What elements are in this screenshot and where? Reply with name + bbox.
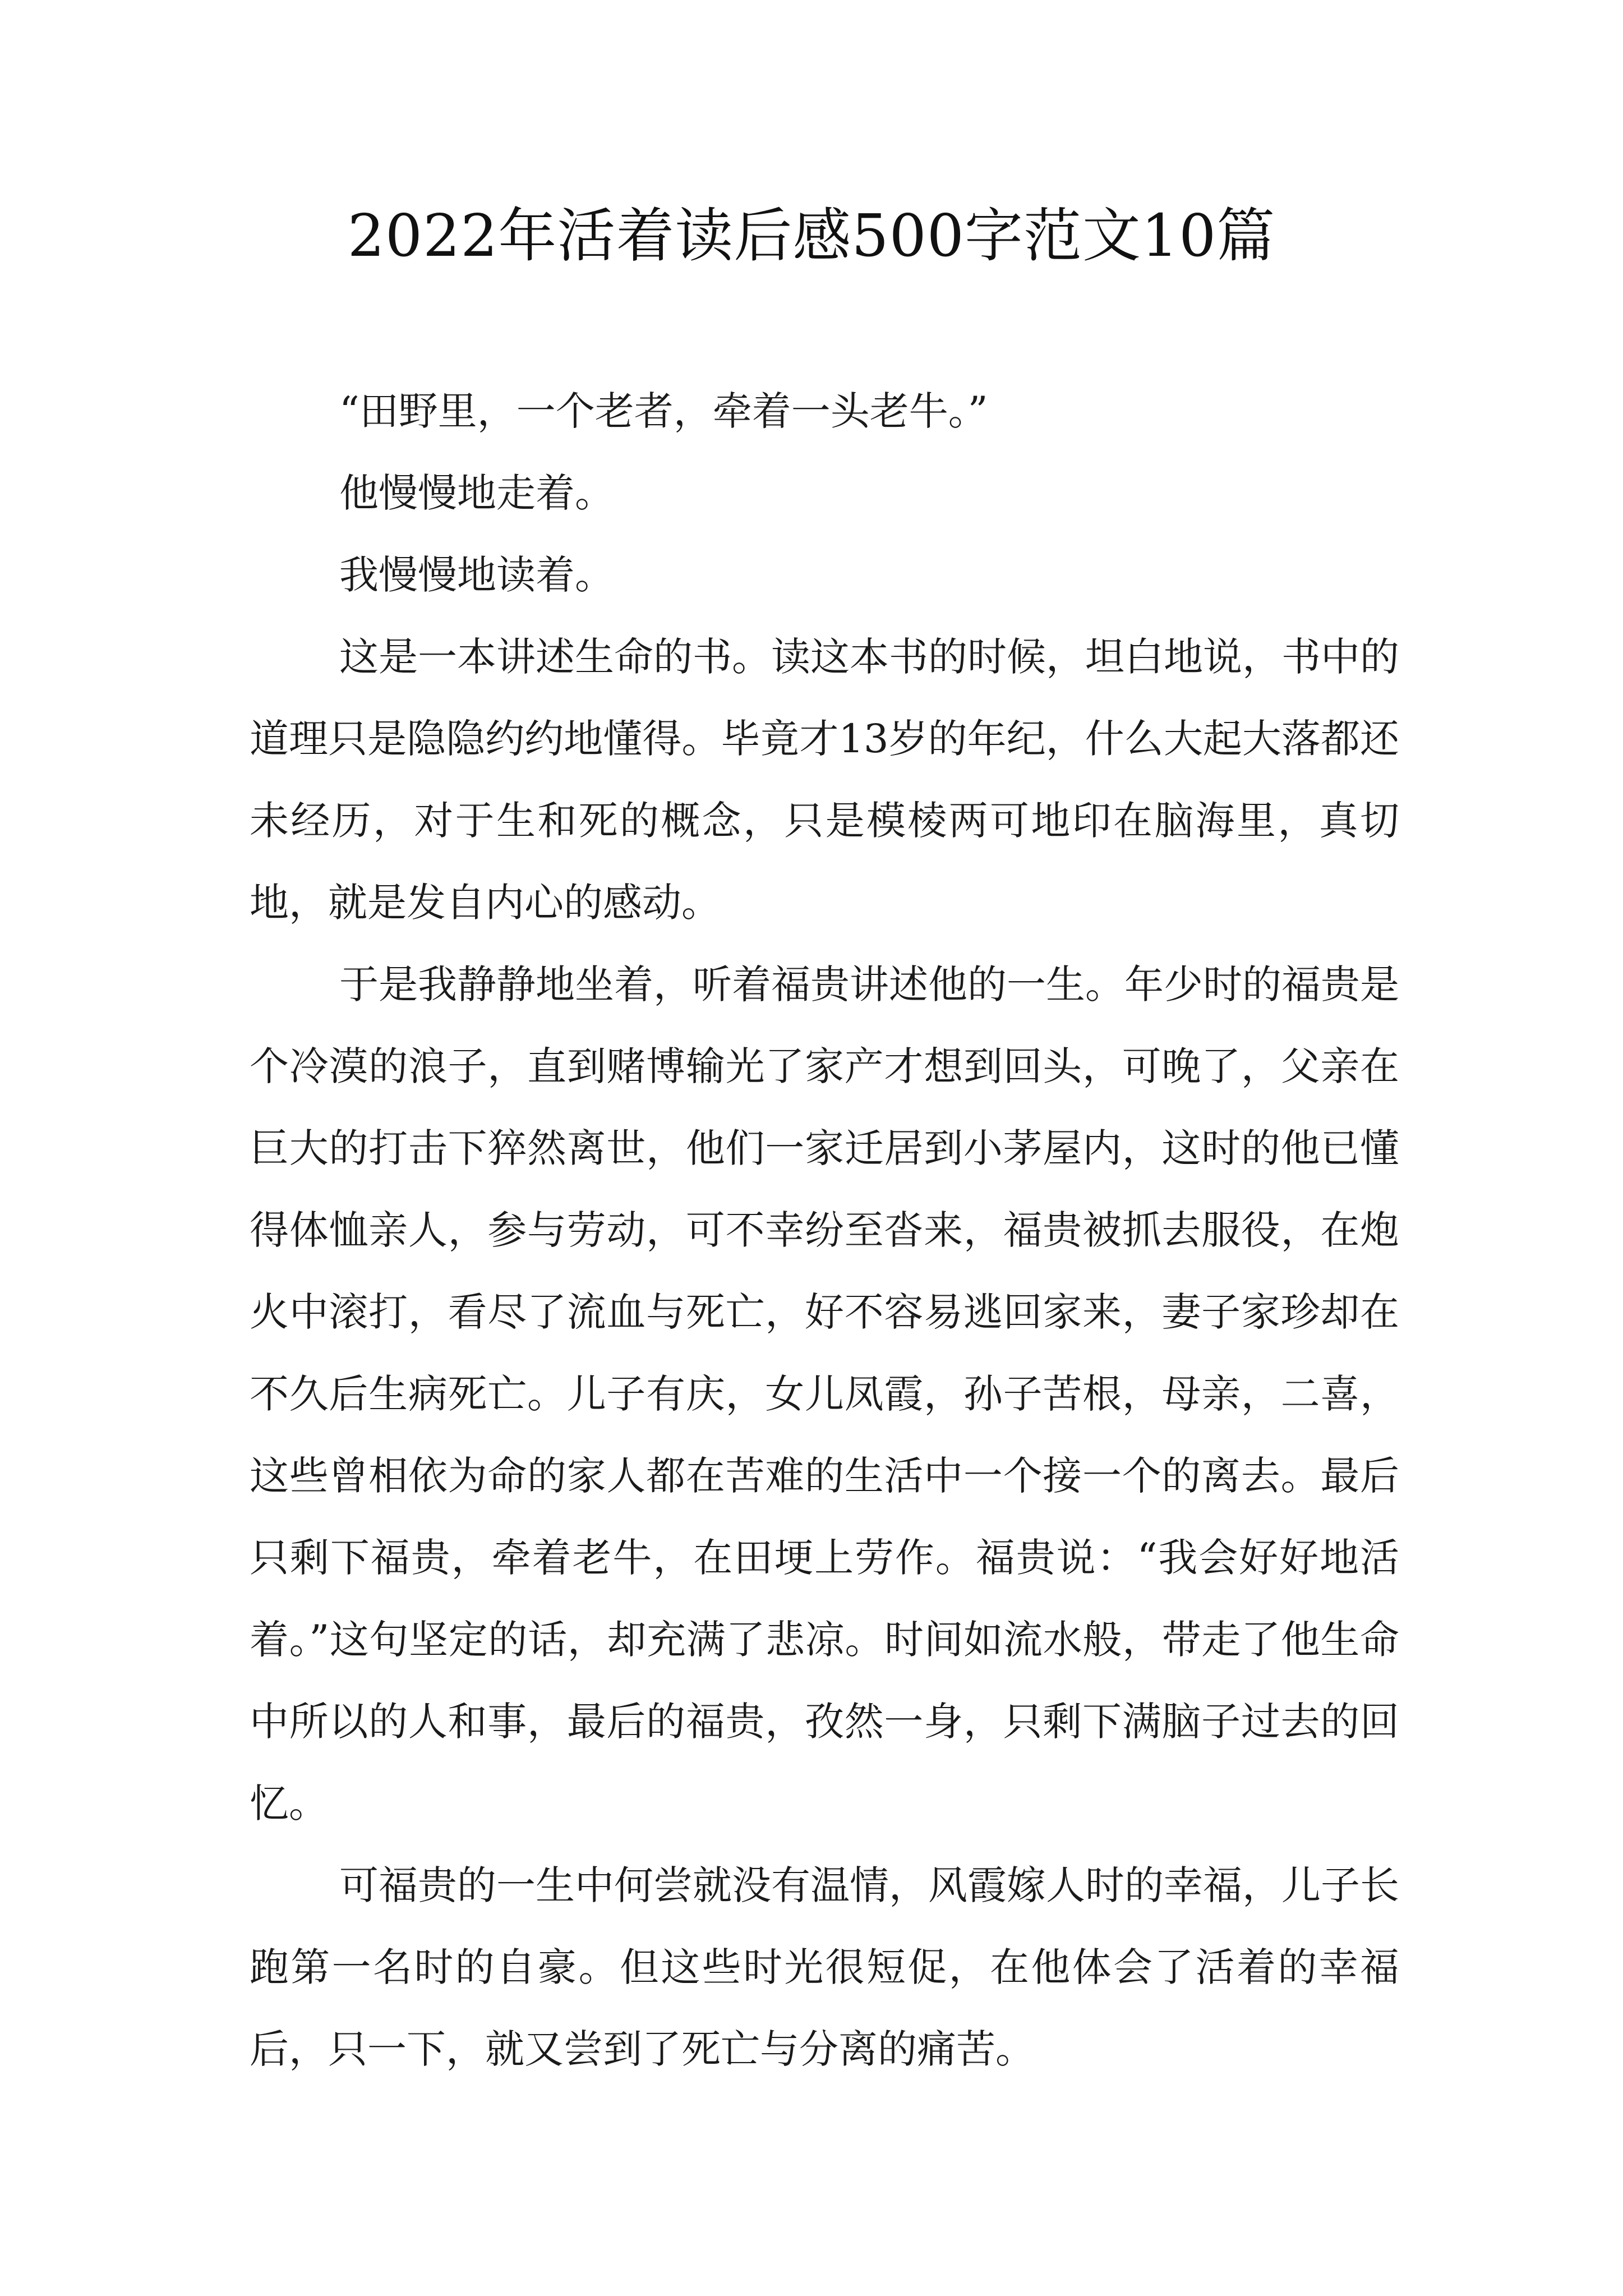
paragraph: 这是一本讲述生命的书。读这本书的时候，坦白地说，书中的道理只是隐隐约约地懂得。毕竟才13岁的年纪，什么大起大落都还未经历，对于生和死的概念，只是模棱两可地印在脑海里，真切地，就是发自内心的感动。 xyxy=(250,634,1399,926)
paragraph: 他慢慢地走着。 xyxy=(339,470,614,516)
paragraph: 可福贵的一生中何尝就没有温情，风霞嫁人时的幸福，儿子长跑第一名时的自豪。但这些时光很短促，在他体会了活着的幸福后，只一下，就又尝到了死亡与分离的痛苦。 xyxy=(250,1862,1399,2072)
paragraph: 我慢慢地读着。 xyxy=(339,552,614,598)
paragraph: 于是我静静地坐着，听着福贵讲述他的一生。年少时的福贵是个冷漠的浪子，直到赌博输光了家产才想到回头，可晚了，父亲在巨大的打击下猝然离世，他们一家迁居到小茅屋内，这时的他已懂得体恤亲人，参与劳动，可不幸纷至沓来，福贵被抓去服役，在炮火中滚打，看尽了流血与死亡，好不容易逃回家来，妻子家珍却在不久后生病死亡。儿子有庆，女儿凤霞，孙子苦根，母亲，二喜，这些曾相依为命的家人都在苦难的生活中一个接一个的离去。最后只剩下福贵，牵着老牛，在田埂上劳作。福贵说：“我会好好地活着。”这句坚定的话，却充满了悲凉。时间如流水般，带走了他生命中所以的人和事，最后的福贵，孜然一身，只剩下满脑子过去的回忆。 xyxy=(250,961,1399,1826)
document-title: 2022年活着读后感500字范文10篇 xyxy=(347,201,1276,270)
paragraph: “田野里，一个老者，牵着一头老牛。” xyxy=(339,388,988,434)
document-body xyxy=(250,370,1399,2090)
